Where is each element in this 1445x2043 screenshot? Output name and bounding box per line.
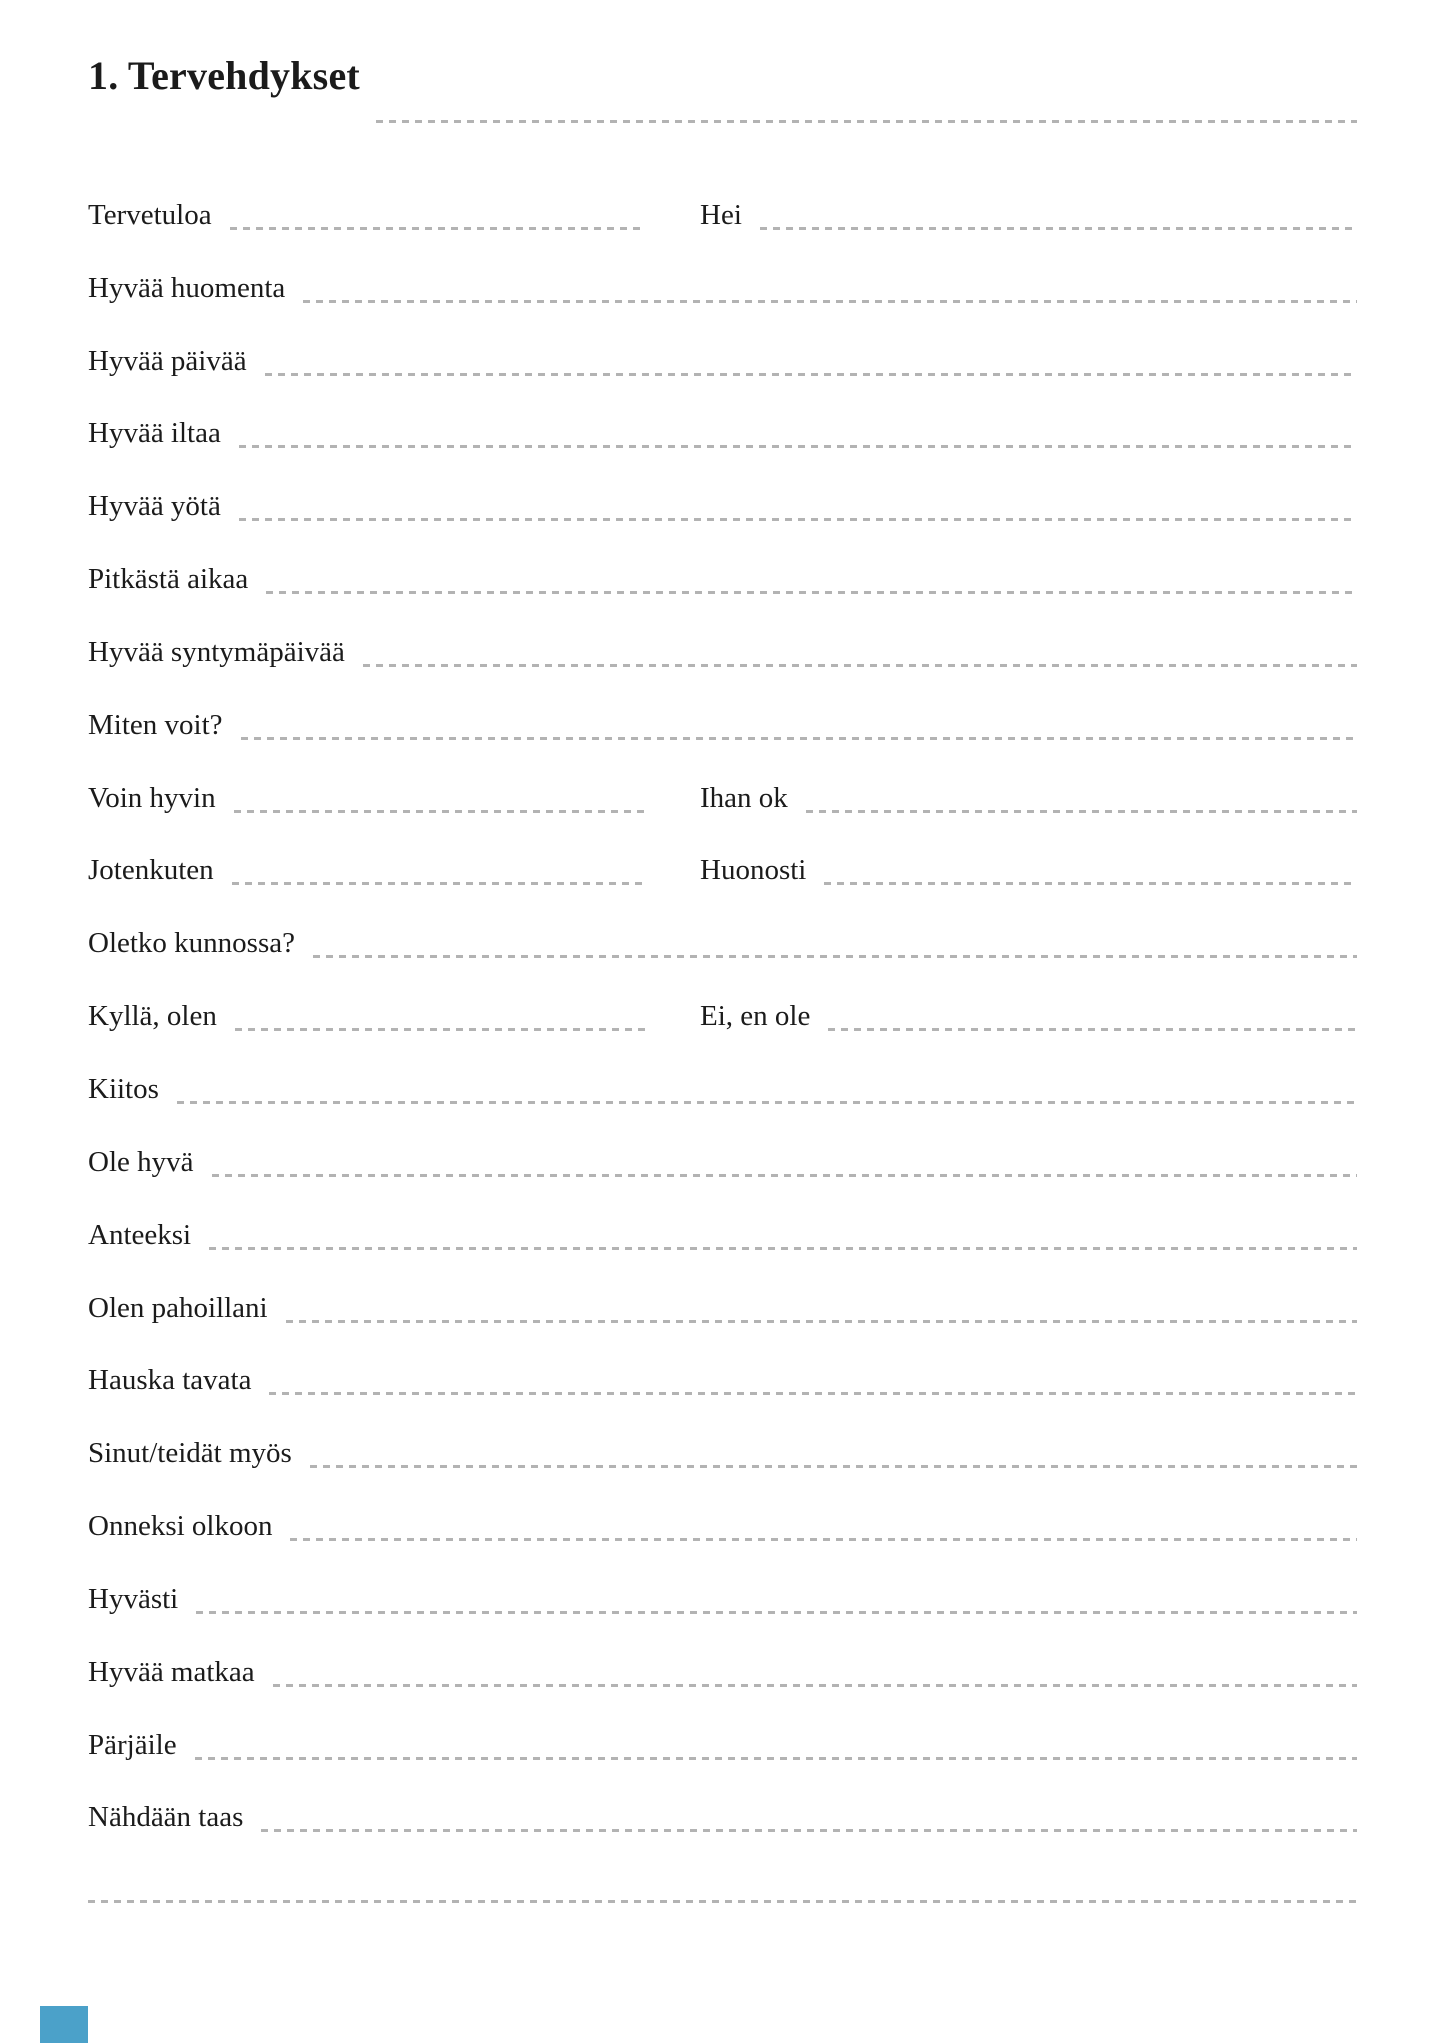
vocab-cell-left: [88, 958, 645, 1031]
vocab-cell: [88, 230, 1357, 303]
vocab-cell: [88, 1031, 1357, 1104]
term-label: Anteeksi: [88, 1218, 192, 1251]
term-label: Huonosti: [700, 854, 807, 887]
vocab-row: [88, 667, 1357, 740]
vocab-cell: [88, 1687, 1357, 1760]
vocab-cell-left: [88, 740, 645, 813]
vocab-cell: [88, 1395, 1357, 1468]
page-title: 1. Tervehdykset: [88, 53, 360, 99]
term-label: Hyvää iltaa: [88, 417, 221, 450]
vocab-cell: [88, 1104, 1357, 1177]
vocab-cell-right: [700, 958, 1357, 1031]
term-label: Jotenkuten: [88, 854, 214, 887]
vocab-row: [88, 1104, 1357, 1177]
vocab-cell: [88, 376, 1357, 449]
vocab-cell: [88, 448, 1357, 521]
term-label: Tervetuloa: [88, 198, 212, 231]
term-label: Pitkästä aikaa: [88, 563, 249, 596]
vocab-row: [88, 376, 1357, 449]
vocab-cell: [88, 303, 1357, 376]
vocab-cell-right: [700, 740, 1357, 813]
vocab-cell: [88, 1614, 1357, 1687]
term-label: Nähdään taas: [88, 1801, 244, 1834]
term-label: Hauska tavata: [88, 1364, 252, 1397]
vocab-cell-right: [700, 157, 1357, 230]
corner-color-tab: [40, 2006, 88, 2043]
vocab-cell: [88, 1760, 1357, 1833]
term-label: Ole hyvä: [88, 1145, 194, 1178]
term-label: Hyvää yötä: [88, 490, 221, 523]
footer-dotted-divider: [88, 1900, 1357, 1903]
vocab-row: [88, 1177, 1357, 1250]
term-label: Voin hyvin: [88, 781, 216, 814]
vocab-row: [88, 958, 1357, 1031]
vocab-cell: [88, 885, 1357, 958]
term-label: Kiitos: [88, 1072, 159, 1105]
vocab-row: [88, 1250, 1357, 1323]
term-label: Ihan ok: [700, 781, 788, 814]
term-label: Hyvää päivää: [88, 344, 247, 377]
vocab-row: [88, 885, 1357, 958]
vocab-cell: [88, 1541, 1357, 1614]
vocab-row: [88, 1760, 1357, 1833]
term-label: Hyvää matkaa: [88, 1655, 255, 1688]
vocab-row: [88, 1468, 1357, 1541]
term-label: Hyvästi: [88, 1582, 179, 1615]
vocab-cell-left: [88, 157, 645, 230]
vocab-row: [88, 303, 1357, 376]
answer-dotted-line: [261, 1829, 1357, 1832]
term-label: Miten voit?: [88, 708, 223, 741]
term-label: Hei: [700, 198, 742, 231]
vocab-row: [88, 157, 1357, 230]
term-label: Hyvää huomenta: [88, 271, 286, 304]
vocab-cell-left: [88, 813, 645, 886]
vocab-row: [88, 740, 1357, 813]
term-label: Kyllä, olen: [88, 1000, 217, 1033]
term-label: Pärjäile: [88, 1728, 177, 1761]
term-label: Ei, en ole: [700, 1000, 811, 1033]
vocab-cell: [88, 667, 1357, 740]
vocab-cell: [88, 1323, 1357, 1396]
vocab-cell: [88, 1177, 1357, 1250]
term-label: Hyvää syntymäpäivää: [88, 635, 345, 668]
vocab-list: [88, 157, 1357, 1832]
vocab-cell-right: [700, 813, 1357, 886]
vocab-row: [88, 1614, 1357, 1687]
vocab-row: [88, 1323, 1357, 1396]
vocab-row: [88, 1031, 1357, 1104]
title-dotted-line: [376, 120, 1357, 123]
vocab-row: [88, 1541, 1357, 1614]
section-heading-row: [88, 55, 1357, 123]
vocab-cell: [88, 521, 1357, 594]
vocab-cell: [88, 594, 1357, 667]
vocab-row: [88, 448, 1357, 521]
vocab-cell: [88, 1468, 1357, 1541]
vocab-row: [88, 230, 1357, 303]
vocab-row: [88, 521, 1357, 594]
term-label: Olen pahoillani: [88, 1291, 268, 1324]
vocab-row: [88, 1687, 1357, 1760]
term-label: Oletko kunnossa?: [88, 927, 295, 960]
vocab-row: [88, 1395, 1357, 1468]
vocab-row: [88, 813, 1357, 886]
vocab-cell: [88, 1250, 1357, 1323]
term-label: Onneksi olkoon: [88, 1510, 273, 1543]
vocab-row: [88, 594, 1357, 667]
term-label: Sinut/teidät myös: [88, 1437, 292, 1470]
